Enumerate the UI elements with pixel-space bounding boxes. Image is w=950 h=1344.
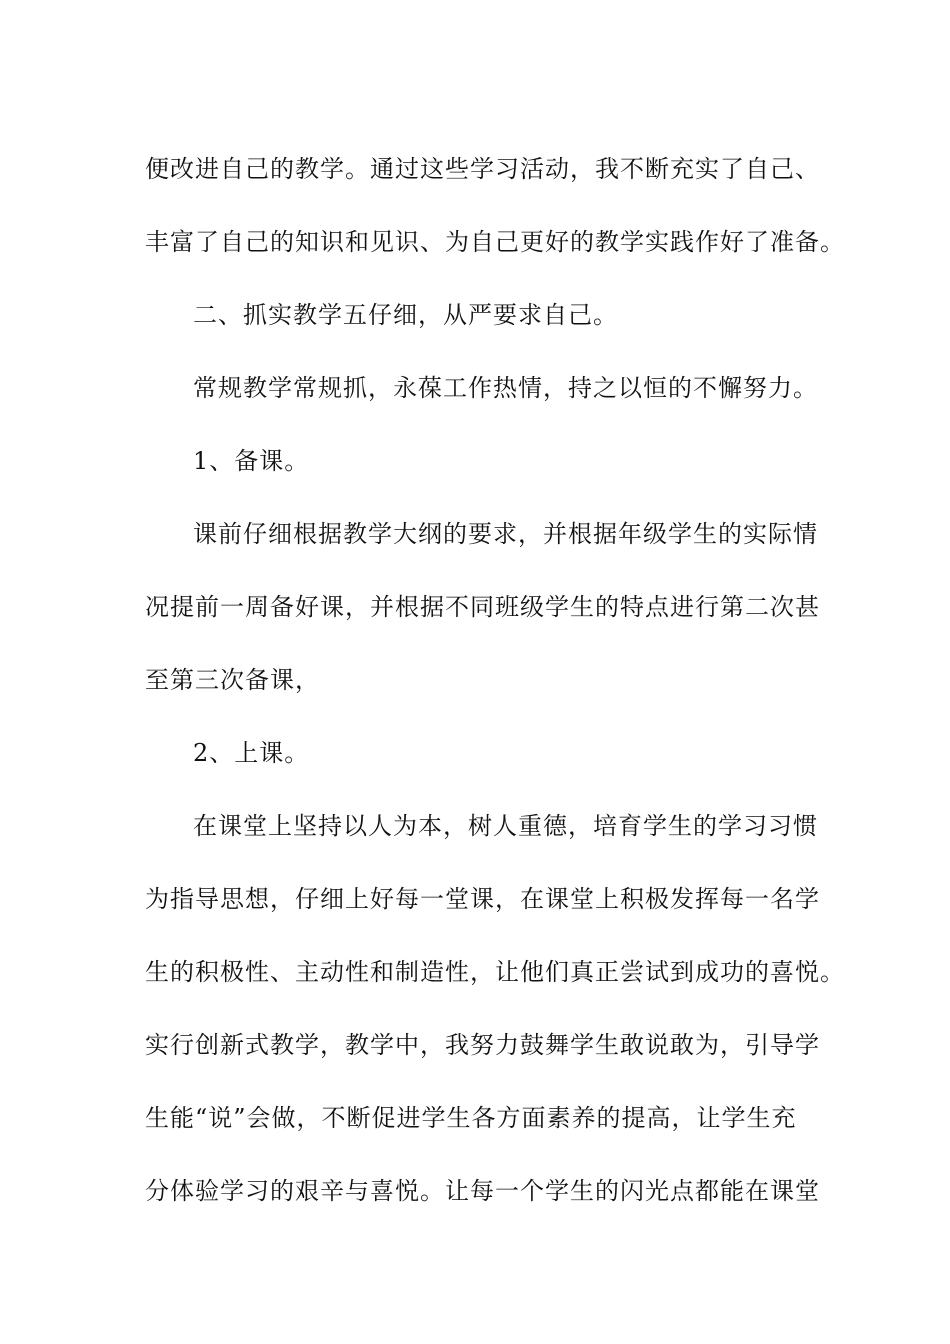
text-line: 常规教学常规抓，永葆工作热情，持之以恒的不懈努力。 (193, 374, 818, 402)
text-line: 生的积极性、主动性和制造性，让他们真正尝试到成功的喜悦。 (145, 958, 845, 986)
section-heading: 二、抓实教学五仔细，从严要求自己。 (193, 301, 618, 329)
text-line: 在课堂上坚持以人为本，树人重德，培育学生的学习习惯 (193, 812, 818, 840)
text-line: 为指导思想，仔细上好每一堂课，在课堂上积极发挥每一名学 (145, 885, 820, 913)
text-line: 分体验学习的艰辛与喜悦。让每一个学生的闪光点都能在课堂 (145, 1177, 820, 1205)
text-line: 便改进自己的教学。通过这些学习活动，我不断充实了自己、 (145, 155, 820, 183)
text-line: 课前仔细根据教学大纲的要求，并根据年级学生的实际情 (193, 520, 818, 548)
text-line: 丰富了自己的知识和见识、为自己更好的教学实践作好了准备。 (145, 228, 845, 256)
document-body (145, 133, 845, 1228)
text-line: 生能“说”会做，不断促进学生各方面素养的提高，让学生充 (145, 1104, 797, 1132)
text-line: 至第三次备课， (145, 666, 320, 694)
subsection-heading: 2、上课。 (193, 739, 310, 767)
subsection-heading: 1、备课。 (193, 447, 310, 475)
text-line: 况提前一周备好课，并根据不同班级学生的特点进行第二次甚 (145, 593, 820, 621)
text-line: 实行创新式教学，教学中，我努力鼓舞学生敢说敢为，引导学 (145, 1031, 820, 1059)
